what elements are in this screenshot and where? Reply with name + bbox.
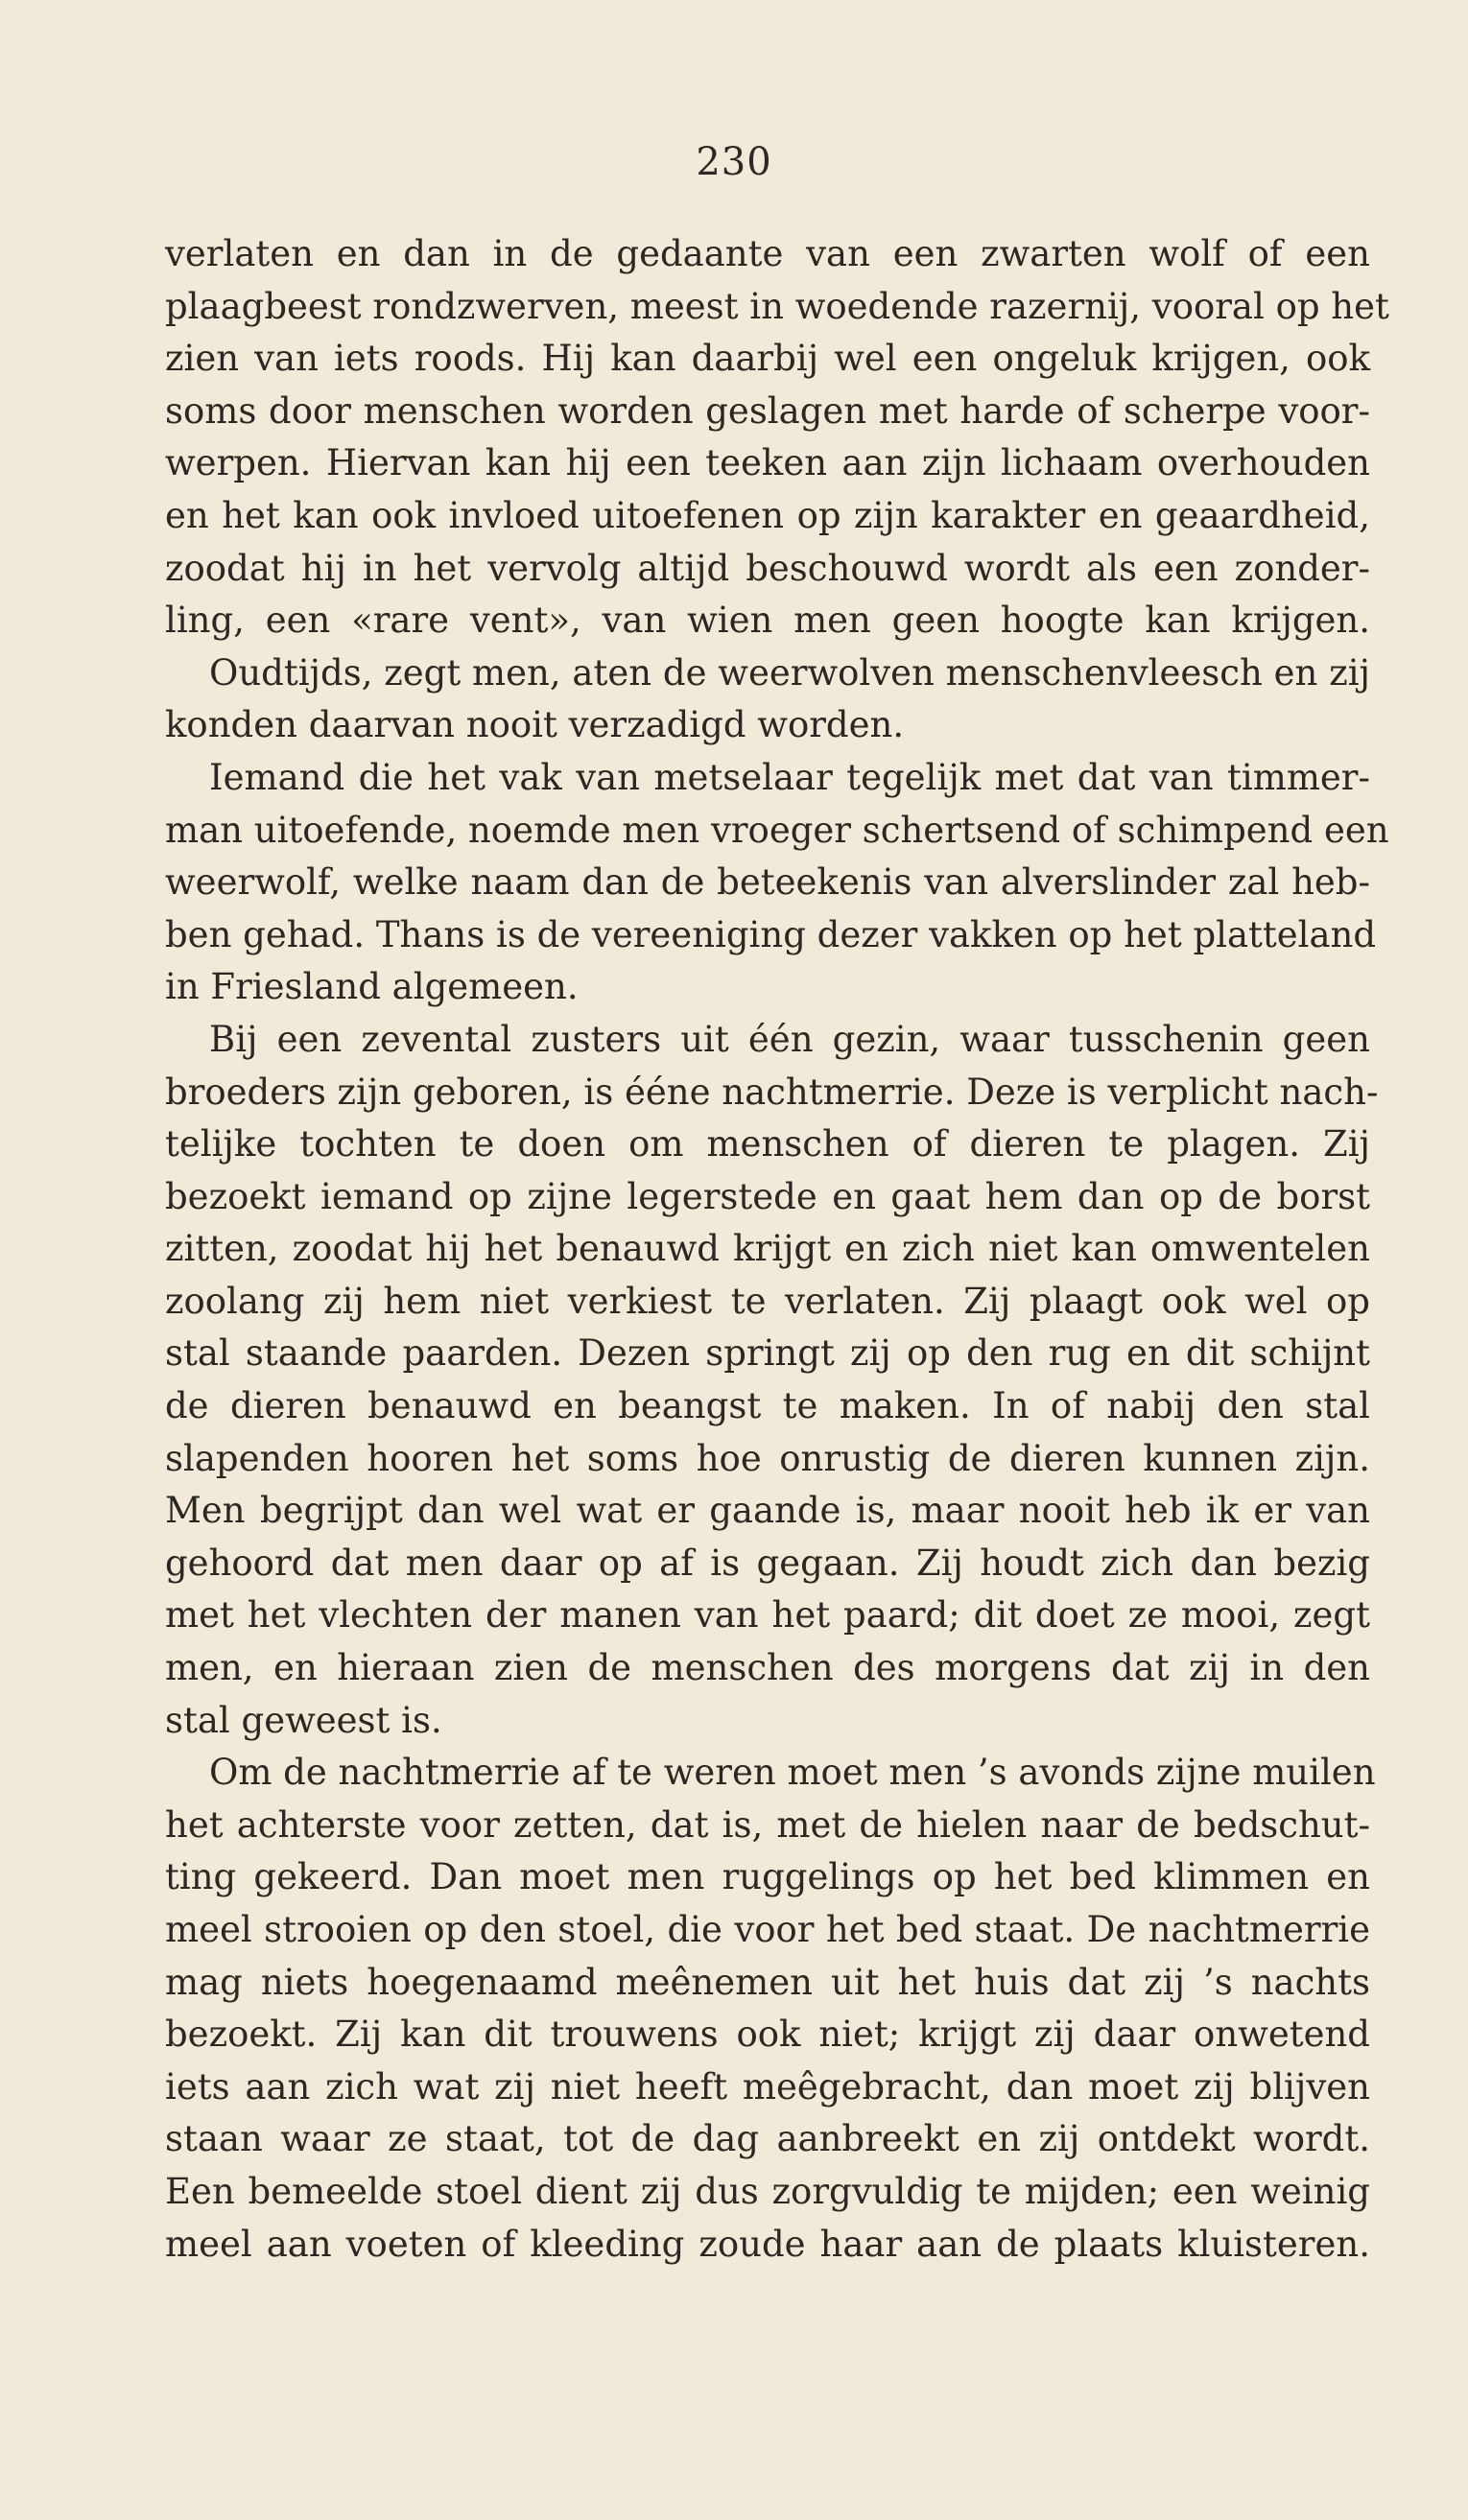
text-line: ting gekeerd. Dan moet men ruggelings op het bed klimmen en — [165, 1856, 1370, 1898]
paragraph-last-line: konden daarvan nooit verzadigd worden. — [165, 704, 905, 746]
text-line: ben gehad. Thans is de vereeniging dezer vakken op het platteland — [165, 913, 1377, 955]
text-line: gehoord dat men daar op af is gegaan. Zij houdt zich dan bezig — [165, 1542, 1370, 1584]
text-line: zitten, zoodat hij het benauwd krijgt en zich niet kan omwentelen — [165, 1228, 1370, 1270]
text-line: mag niets hoegenaamd meênemen uit het huis dat zij ’s nachts — [165, 1961, 1370, 2003]
text-line: de dieren benauwd en beangst te maken. In of nabij den stal — [165, 1385, 1370, 1427]
text-line: werpen. Hiervan kan hij een teeken aan zijn lichaam overhouden — [165, 442, 1370, 484]
text-line: zoolang zij hem niet verkiest te verlaten. Zij plaagt ook wel op — [165, 1280, 1370, 1322]
paragraph-first-line: Om de nachtmerrie af te weren moet men ’s avonds zijne muilen — [209, 1752, 1376, 1794]
text-line: met het vlechten der manen van het paard; dit doet ze mooi, zegt — [165, 1594, 1370, 1637]
text-line: iets aan zich wat zij niet heeft meêgebracht, dan moet zij blijven — [165, 2065, 1370, 2108]
text-line: Men begrijpt dan wel wat er gaande is, maar nooit heb ik er van — [165, 1490, 1370, 1532]
text-line: meel aan voeten of kleeding zoude haar aan de plaats kluisteren. — [165, 2223, 1370, 2265]
paragraph-last-line: stal geweest is. — [165, 1699, 442, 1741]
paragraph-first-line: Oudtijds, zegt men, aten de weerwolven menschenvleesch en zij — [209, 651, 1370, 694]
text-line: zien van iets roods. Hij kan daarbij wel een ongeluk krijgen, ook — [165, 338, 1370, 380]
page-number: 230 — [696, 140, 772, 184]
paragraph-last-line: in Friesland algemeen. — [165, 966, 579, 1008]
text-line: Een bemeelde stoel dient zij dus zorgvuldig te mijden; een weinig — [165, 2170, 1370, 2212]
text-line: zoodat hij in het vervolg altijd beschouwd wordt als een zonder- — [165, 547, 1370, 589]
paragraph-first-line: Bij een zevental zusters uit één gezin, waar tusschenin geen — [209, 1018, 1370, 1060]
text-line: plaagbeest rondzwerven, meest in woedende razernij, vooral op het — [165, 285, 1389, 327]
text-line: staan waar ze staat, tot de dag aanbreekt en zij ontdekt wordt. — [165, 2118, 1370, 2160]
text-line: verlaten en dan in de gedaante van een zwarten wolf of een — [165, 233, 1370, 274]
text-line: stal staande paarden. Dezen springt zij op den rug en dit schijnt — [165, 1332, 1370, 1375]
text-line: men, en hieraan zien de menschen des morgens dat zij in den — [165, 1647, 1370, 1689]
paragraph-first-line: Iemand die het vak van metselaar tegelijk met dat van timmer- — [209, 756, 1370, 798]
text-line: het achterste voor zetten, dat is, met de hielen naar de bedschut- — [165, 1803, 1370, 1846]
text-line: soms door menschen worden geslagen met harde of scherpe voor- — [165, 389, 1370, 432]
text-line: bezoekt. Zij kan dit trouwens ook niet; krijgt zij daar onwetend — [165, 2014, 1370, 2056]
body-text — [165, 228, 1389, 2271]
text-line: en het kan ook invloed uitoefenen op zijn karakter en geaardheid, — [165, 494, 1370, 536]
text-line: slapenden hooren het soms hoe onrustig de dieren kunnen zijn. — [165, 1437, 1370, 1479]
text-line: weerwolf, welke naam dan de beteekenis van alverslinder zal heb- — [165, 861, 1370, 904]
text-line: man uitoefende, noemde men vroeger schertsend of schimpend een — [165, 809, 1389, 851]
text-line: broeders zijn geboren, is ééne nachtmerrie. Deze is verplicht nach- — [165, 1071, 1379, 1113]
text-line: telijke tochten te doen om menschen of dieren te plagen. Zij — [165, 1123, 1370, 1166]
text-line: ling, een «rare vent», van wien men geen hoogte kan krijgen. — [165, 600, 1370, 642]
text-line: meel strooien op den stoel, die voor het bed staat. De nachtmerrie — [165, 1909, 1370, 1950]
text-line: bezoekt iemand op zijne legerstede en gaat hem dan op de borst — [165, 1175, 1370, 1217]
